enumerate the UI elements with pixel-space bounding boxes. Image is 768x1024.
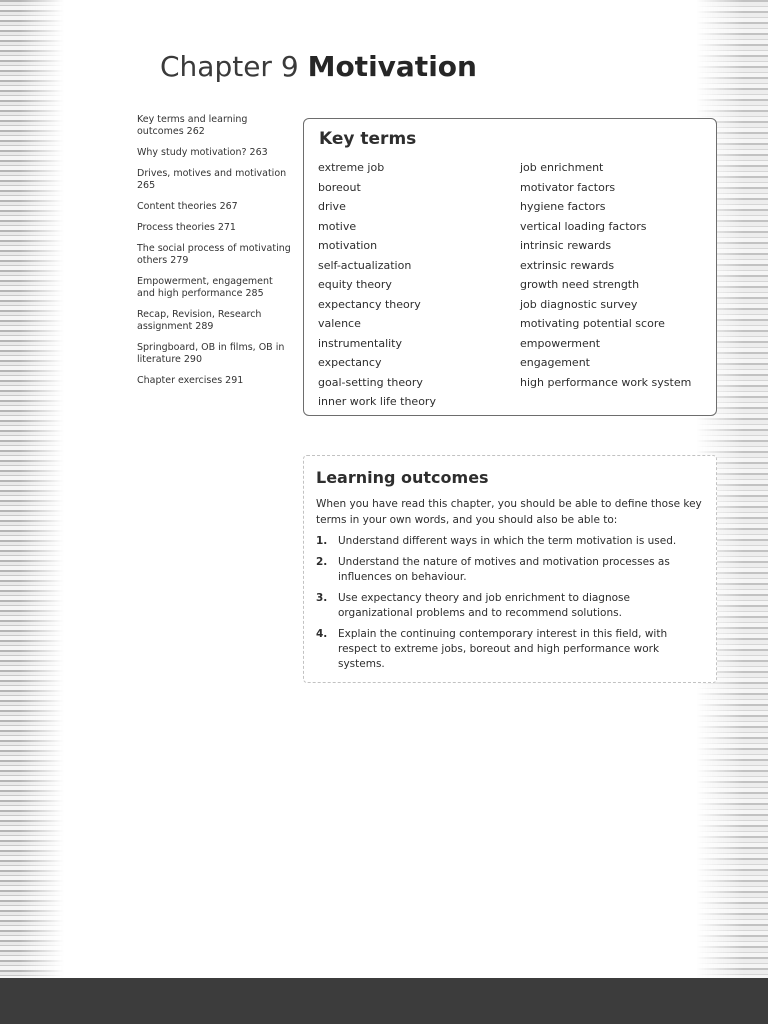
learning-outcomes-list [316, 534, 706, 678]
toc-item: Drives, motives and motivation 265 [137, 168, 287, 191]
key-term: valence [318, 317, 361, 330]
scan-bottom-border [0, 978, 768, 1024]
chapter-number: Chapter 9 [160, 50, 299, 83]
key-terms-column-2 [520, 158, 716, 392]
key-term: growth need strength [520, 278, 640, 291]
outcome-number: 4. [316, 628, 328, 640]
outcome-text: Use expectancy theory and job enrichment to diagnose organizational problems and to recommend solutions. [338, 592, 630, 619]
outcome-text: Understand different ways in which the term motivation is used. [338, 535, 677, 547]
key-term: drive [318, 200, 346, 213]
learning-outcome-item [316, 627, 706, 672]
outcome-text: Explain the continuing contemporary interest in this field, with respect to extreme jobs, boreout and high performance work systems. [338, 628, 668, 670]
chapter-contents-list [137, 114, 292, 396]
key-term: goal-setting theory [318, 375, 423, 389]
toc-item: Key terms and learning outcomes 262 [137, 114, 248, 137]
key-term: equity theory [318, 278, 392, 291]
key-term: extrinsic rewards [520, 258, 615, 272]
key-terms-heading: Key terms [319, 129, 417, 149]
toc-item: Content theories 267 [137, 201, 238, 212]
key-term: motivation [318, 239, 378, 252]
learning-outcomes-box [303, 455, 717, 683]
key-term: high performance work system [520, 375, 692, 389]
key-term: engagement [520, 356, 590, 369]
key-term: motivating potential score [520, 317, 665, 330]
key-terms-box [303, 118, 717, 416]
key-term: empowerment [520, 336, 601, 350]
toc-item: Empowerment, engagement and high performance 285 [137, 276, 273, 299]
key-term: inner work life theory [318, 395, 436, 408]
outcome-text: Understand the nature of motives and motivation processes as influences on behaviour. [338, 556, 670, 583]
key-term: motivator factors [520, 180, 616, 194]
key-term: vertical loading factors [520, 219, 647, 233]
outcome-number: 3. [316, 592, 328, 604]
toc-item: Chapter exercises 291 [137, 375, 244, 386]
learning-outcomes-intro: When you have read this chapter, you should be able to define those key terms in your own words, and you should also be able to: [316, 498, 702, 526]
key-term: motive [318, 219, 357, 233]
key-term: job diagnostic survey [520, 297, 638, 311]
toc-item: Springboard, OB in films, OB in literature 290 [137, 342, 285, 365]
key-term: intrinsic rewards [520, 239, 612, 252]
toc-item: Process theories 271 [137, 222, 236, 233]
toc-item: Why study motivation? 263 [137, 147, 268, 158]
key-term: job enrichment [520, 161, 604, 174]
key-term: expectancy theory [318, 297, 421, 311]
learning-outcome-item [316, 534, 706, 549]
page-left-edge-shadow [0, 0, 64, 980]
learning-outcomes-heading: Learning outcomes [316, 468, 489, 487]
outcome-number: 2. [316, 556, 328, 568]
learning-outcome-item [316, 591, 706, 621]
chapter-name: Motivation [307, 50, 477, 83]
toc-item: Recap, Revision, Research assignment 289 [137, 309, 262, 332]
chapter-title [160, 50, 477, 83]
key-term: instrumentality [318, 336, 403, 350]
key-term: self-actualization [318, 258, 412, 272]
toc-item: The social process of motivating others 279 [137, 243, 291, 266]
key-terms-column-1 [318, 158, 513, 412]
key-term: hygiene factors [520, 200, 606, 213]
key-term: extreme job [318, 161, 385, 174]
key-term: boreout [318, 180, 361, 194]
outcome-number: 1. [316, 535, 328, 547]
learning-outcome-item [316, 555, 706, 585]
key-term: expectancy [318, 356, 382, 369]
